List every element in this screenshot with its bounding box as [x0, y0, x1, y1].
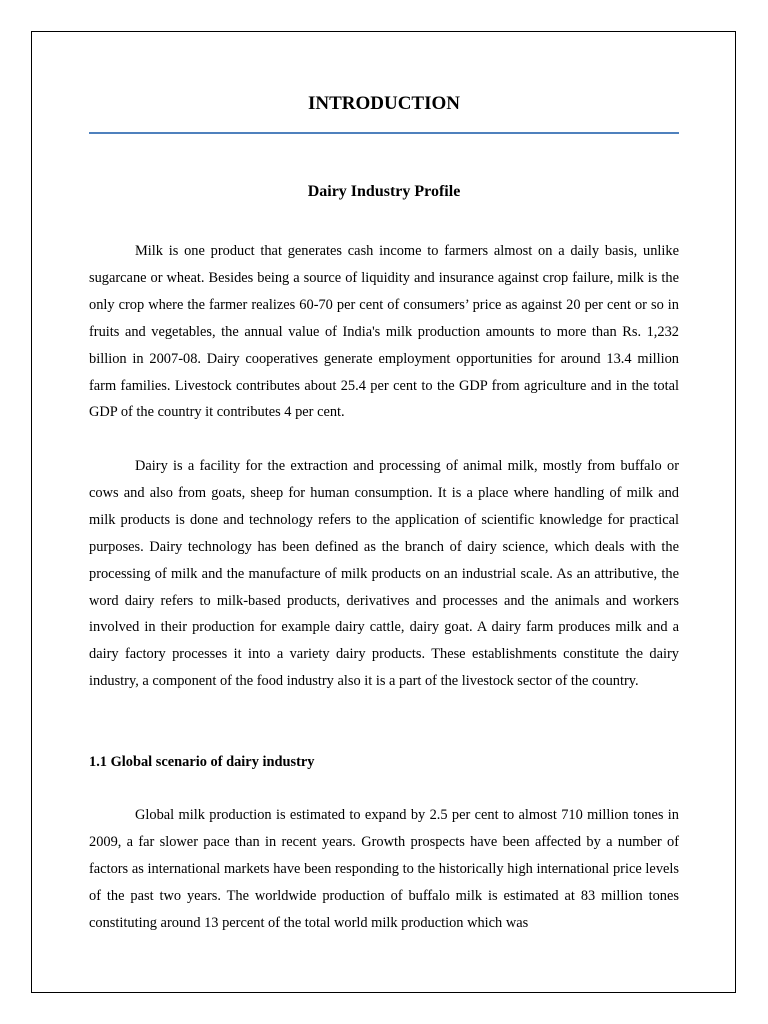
paragraph-global-production: Global milk production is estimated to expand by 2.5 per cent to almost 710 million tones in 2009, a far slower pace than in recent years. Growth prospects have been affected by a number of factors as international markets have been responding to the historically high international price levels of the past two years. The worldwide production of buffalo milk is estimated at 83 million tones constituting around 13 percent of the total world milk production which was — [89, 807, 679, 931]
title-underline-rule — [89, 132, 679, 134]
paragraph-dairy-definition: Dairy is a facility for the extraction and processing of animal milk, mostly from buffalo or cows and also from goats, sheep for human consumption. It is a place where handling of milk and milk products is done and technology refers to the application of scientific knowledge for practical purposes. Dairy technology has been defined as the branch of dairy science, which deals with the processing of milk and the manufacture of milk products on an industrial scale. As an attributive, the word dairy refers to milk-based products, derivatives and processes and the animals and workers involved in their production for example dairy cattle, dairy goat. A dairy farm produces milk and a dairy factory processes it into a variety dairy products. These establishments constitute the dairy industry, a component of the food industry also it is a part of the livestock sector of the country. — [89, 458, 679, 690]
paragraph-milk-income: Milk is one product that generates cash income to farmers almost on a daily basis, unlike sugarcane or wheat. Besides being a source of liquidity and insurance against crop failure, milk is the only crop where the farmer realizes 60-70 per cent of consumers’ price as against 20 per cent or so in fruits and vegetables, the annual value of India's milk production amounts to more than Rs. 1,232 billion in 2007-08. Dairy cooperatives generate employment opportunities for around 13.4 million farm families. Livestock contributes about 25.4 per cent to the GDP from agriculture and in the total GDP of the country it contributes 4 per cent. — [89, 243, 679, 421]
page-title: INTRODUCTION — [307, 93, 461, 114]
section-subtitle: Dairy Industry Profile — [307, 183, 461, 200]
section-heading-global-scenario: 1.1 Global scenario of dairy industry — [89, 754, 315, 770]
